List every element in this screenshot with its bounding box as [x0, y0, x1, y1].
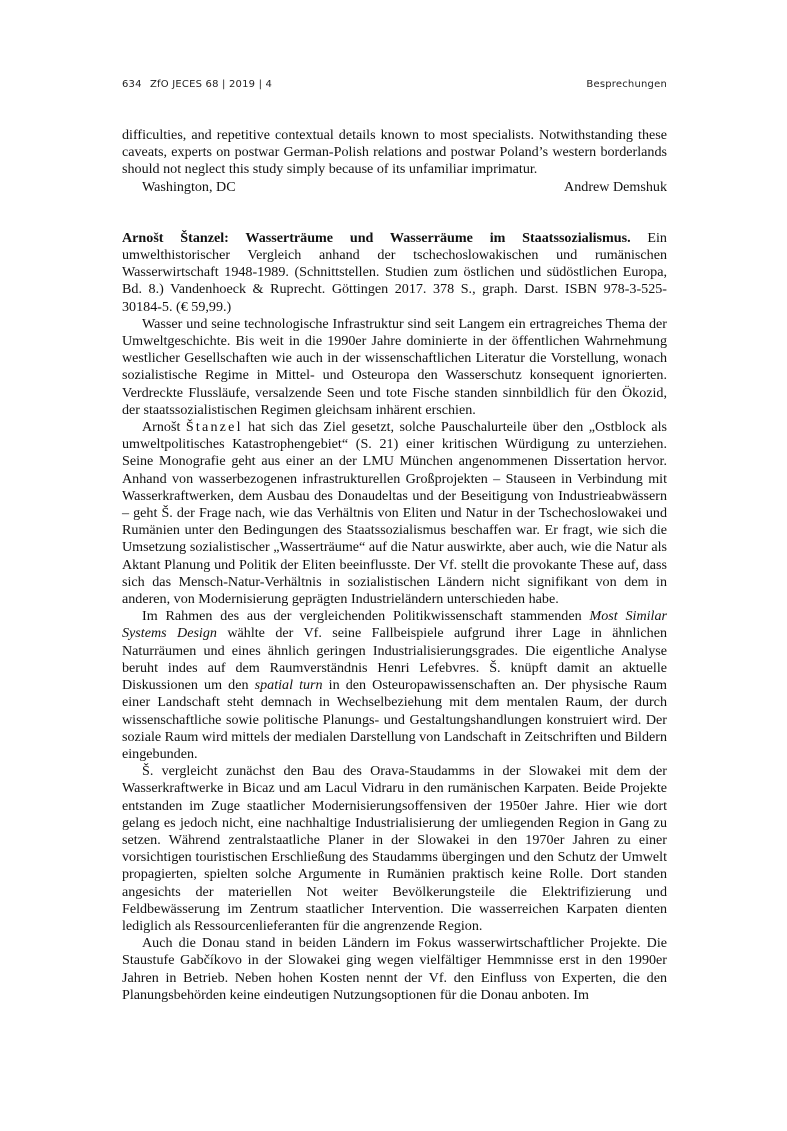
review-paragraph-2 [122, 419, 667, 608]
author-first-name: Arnošt [142, 419, 181, 436]
page-number: 634 [122, 79, 142, 90]
review-bibliographic-heading [122, 230, 667, 316]
reviewer-name: Andrew Demshuk [564, 178, 667, 195]
previous-review-closing: difficulties, and repetitive contextual details known to most specialists. Notwithstanding these caveats, experts on postwar German-Polish relations and postwar Poland’s western borderlands should not neglect this study simply because of its unfamiliar imprimatur. [122, 127, 667, 178]
running-header [122, 79, 667, 95]
review-paragraph-5: Auch die Donau stand in beiden Ländern im Fokus wasserwirtschaftlicher Projekte. Die Staustufe Gabčíkovo in der Slowakei ging wegen vielfältiger Hemmnisse erst in den 1990er Jahren in Betrieb. Neben hohen Kosten nennt der Vf. den Einfluss von Experten, die den Planungsbehörden keine eindeutigen Nutzungsoptionen für die Donau anboten. Im [122, 935, 667, 1003]
italic-term-most-similar: Most Similar Systems Design [122, 608, 668, 642]
paragraph-3-text-c: in den Osteuropawissenschaften an. Der physische Raum einer Landschaft steht demnach in Wechselbeziehung mit dem mentalen Raum, der durch wissenschaftliche sowie politische Planungs- und Gestaltungshandlungen konstruiert wird. Der soziale Raum wird mittels der medialen Darstellung von Landschaft in Zeitschriften und Bildern eingebunden. [122, 677, 668, 762]
journal-title: ZfO JECES 68 | 2019 | 4 [150, 79, 273, 90]
body-text [122, 127, 667, 1004]
paragraph-3-text-b: wählte der Vf. seine Fallbeispiele aufgrund ihrer Lage in ähnlichen Naturräumen und eines ähnlich geringen Industrialisierungsgrades. Die eigentliche Analyse beruht indes auf dem Raumverständnis Henri Lefebvres. Š. knüpft damit an aktuelle Diskussionen um den [122, 625, 667, 694]
italic-term-spatial-turn: spatial turn [254, 677, 323, 694]
previous-review-signature [122, 179, 667, 196]
author-last-name-spaced: Štanzel [185, 419, 243, 436]
reviewer-place: Washington, DC [142, 178, 236, 195]
section-name: Besprechungen [586, 79, 667, 90]
review-paragraph-3 [122, 608, 667, 763]
paragraph-3-text-a: Im Rahmen des aus der vergleichenden Politikwissenschaft stammenden [142, 608, 590, 625]
paragraph-2-text: hat sich das Ziel gesetzt, solche Pauschalurteile über den „Ostblock als umweltpolitisches Katastrophengebiet“ (S. 21) einer kritischen Würdigung zu unterziehen. Seine Monografie geht aus einer an der LMU München angenommenen Dissertation hervor. Anhand von wasserbezogenen infrastrukturellen Großprojekten – Stauseen in Verbindung mit Wasserkraftwerken, dem Ausbau des Donaudeltas und der Beseitigung von Industrieabwässern – geht Š. der Frage nach, wie das Verhältnis von Eliten und Natur in der Tschechoslowakei und Rumänien unter den Bedingungen des Staatssozialismus beschaffen war. Er fragt, wie sich die Umsetzung sozialistischer „Wasserträume“ auf die Natur auswirkte, aber auch, wie die Natur als Aktant Planung und Politik der Eliten beeinflusste. Der Vf. stellt die provokante These auf, dass sich das Mensch-Natur-Verhältnis in sozialistischen Ländern nicht signifikant von dem in anderen, von Modernisierung geprägten Industrieländern unterschieden habe. [122, 419, 667, 608]
review-title: Arnošt Štanzel: Wasserträume und Wasserräume im Staatssozialismus. [122, 229, 631, 246]
review-bibliography: Ein umwelthistorischer Vergleich anhand der tschechoslowakischen und rumänischen Wasserwirtschaft 1948-1989. (Schnittstellen. Studien zum östlichen und südöstlichen Europa, Bd. 8.) Vandenhoeck & Ruprecht. Göttingen 2017. 378 S., graph. Darst. ISBN 978-3-525-30184-5. (€ 59,99.) [122, 229, 667, 315]
review-paragraph-4: Š. vergleicht zunächst den Bau des Orava-Staudamms in der Slowakei mit dem der Wasserkraftwerke in Bicaz und am Lacul Vidraru in den rumänischen Karpaten. Beide Projekte entstanden im Zuge staatlicher Modernisierungsoffensiven der 1950er Jahre. Hier wie dort gelang es jedoch nicht, eine nachhaltige Industrialisierung der umliegenden Region in Gang zu setzen. Während zentralstaatliche Planer in der Slowakei in den 1970er Jahren zu einer vorsichtigen touristischen Erschließung des Staudamms übergingen und den Schutz der Umwelt propagierten, spielten solche Argumente in Rumänien praktisch keine Rolle. Dort standen angesichts der materiellen Not weiter Bevölkerungsteile die Elektrifizierung und Feldbewässerung im Zentrum staatlicher Intervention. Die wasserreichen Karpaten dienten lediglich als Ressourcenlieferanten für die angrenzende Region. [122, 763, 667, 934]
review-paragraph-1: Wasser und seine technologische Infrastruktur sind seit Langem ein ertragreiches Thema der Umweltgeschichte. Bis weit in die 1990er Jahre dominierte in der öffentlichen Wahrnehmung westlicher Gesellschaften wie auch in der wissenschaftlichen Literatur die Vorstellung, wonach sozialistische Regime in Mittel- und Osteuropa den Wasserschutz konsequent ignorierten. Verdreckte Flussläufe, versalzende Seen und tote Fische standen sinnbildlich für den Ökozid, der staatssozialistischen Regimen gleichsam inhärent erschien. [122, 315, 667, 418]
